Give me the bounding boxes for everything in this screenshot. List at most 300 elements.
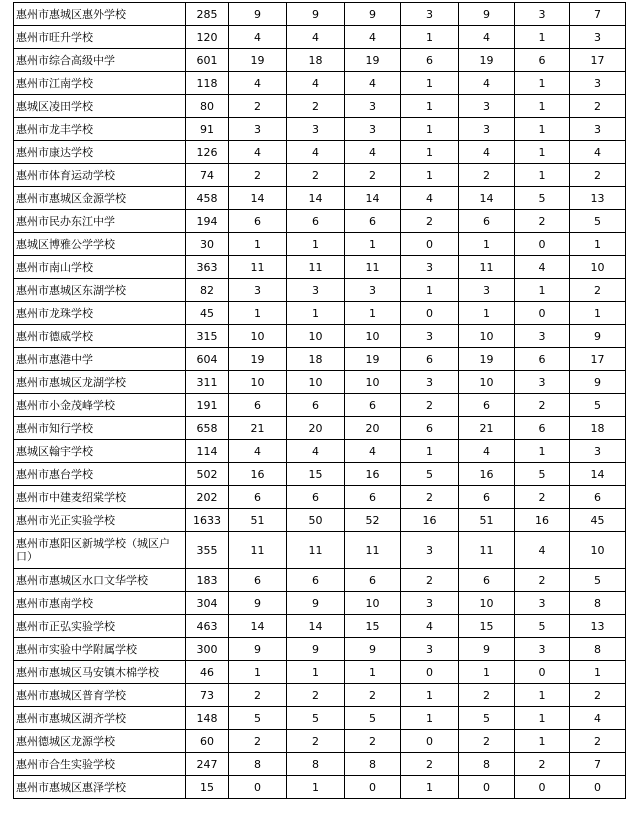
value-cell: 9 bbox=[459, 638, 515, 661]
table-row bbox=[14, 532, 626, 569]
value-cell: 1 bbox=[401, 776, 459, 799]
value-cell: 4 bbox=[229, 26, 287, 49]
value-cell: 1 bbox=[459, 661, 515, 684]
total-cell: 202 bbox=[186, 486, 229, 509]
value-cell: 2 bbox=[515, 486, 570, 509]
table-row bbox=[14, 638, 626, 661]
value-cell: 6 bbox=[287, 210, 345, 233]
value-cell: 0 bbox=[515, 661, 570, 684]
table-row bbox=[14, 164, 626, 187]
value-cell: 11 bbox=[229, 256, 287, 279]
value-cell: 11 bbox=[459, 532, 515, 569]
school-name-cell: 惠州市惠城区湖齐学校 bbox=[14, 707, 186, 730]
value-cell: 9 bbox=[459, 3, 515, 26]
school-name-cell: 惠州市民办东江中学 bbox=[14, 210, 186, 233]
value-cell: 50 bbox=[287, 509, 345, 532]
value-cell: 10 bbox=[345, 371, 401, 394]
school-name-cell: 惠州市旺升学校 bbox=[14, 26, 186, 49]
value-cell: 4 bbox=[459, 141, 515, 164]
value-cell: 0 bbox=[401, 661, 459, 684]
value-cell: 2 bbox=[515, 753, 570, 776]
table-row bbox=[14, 463, 626, 486]
total-cell: 285 bbox=[186, 3, 229, 26]
value-cell: 14 bbox=[229, 615, 287, 638]
value-cell: 2 bbox=[570, 279, 626, 302]
table-row bbox=[14, 325, 626, 348]
value-cell: 9 bbox=[570, 371, 626, 394]
value-cell: 4 bbox=[459, 440, 515, 463]
value-cell: 10 bbox=[459, 325, 515, 348]
value-cell: 6 bbox=[401, 49, 459, 72]
value-cell: 1 bbox=[570, 233, 626, 256]
value-cell: 2 bbox=[570, 684, 626, 707]
value-cell: 5 bbox=[401, 463, 459, 486]
total-cell: 247 bbox=[186, 753, 229, 776]
value-cell: 4 bbox=[287, 440, 345, 463]
value-cell: 5 bbox=[515, 615, 570, 638]
value-cell: 4 bbox=[459, 72, 515, 95]
value-cell: 15 bbox=[345, 615, 401, 638]
value-cell: 20 bbox=[287, 417, 345, 440]
total-cell: 658 bbox=[186, 417, 229, 440]
value-cell: 1 bbox=[515, 72, 570, 95]
table-row bbox=[14, 661, 626, 684]
value-cell: 1 bbox=[570, 661, 626, 684]
value-cell: 18 bbox=[570, 417, 626, 440]
total-cell: 304 bbox=[186, 592, 229, 615]
total-cell: 114 bbox=[186, 440, 229, 463]
value-cell: 8 bbox=[287, 753, 345, 776]
value-cell: 2 bbox=[515, 210, 570, 233]
value-cell: 1 bbox=[515, 118, 570, 141]
value-cell: 13 bbox=[570, 187, 626, 210]
school-name-cell: 惠州市德威学校 bbox=[14, 325, 186, 348]
value-cell: 6 bbox=[229, 569, 287, 592]
value-cell: 3 bbox=[401, 638, 459, 661]
value-cell: 4 bbox=[345, 26, 401, 49]
value-cell: 19 bbox=[459, 49, 515, 72]
total-cell: 91 bbox=[186, 118, 229, 141]
value-cell: 1 bbox=[401, 684, 459, 707]
value-cell: 6 bbox=[345, 486, 401, 509]
table-row bbox=[14, 279, 626, 302]
table-row bbox=[14, 95, 626, 118]
value-cell: 9 bbox=[345, 638, 401, 661]
value-cell: 51 bbox=[229, 509, 287, 532]
value-cell: 19 bbox=[229, 348, 287, 371]
value-cell: 3 bbox=[401, 532, 459, 569]
value-cell: 9 bbox=[229, 592, 287, 615]
value-cell: 19 bbox=[229, 49, 287, 72]
value-cell: 3 bbox=[570, 118, 626, 141]
value-cell: 10 bbox=[287, 371, 345, 394]
value-cell: 2 bbox=[570, 164, 626, 187]
value-cell: 2 bbox=[401, 210, 459, 233]
table-row bbox=[14, 776, 626, 799]
value-cell: 9 bbox=[229, 3, 287, 26]
value-cell: 11 bbox=[287, 256, 345, 279]
value-cell: 6 bbox=[287, 486, 345, 509]
total-cell: 118 bbox=[186, 72, 229, 95]
total-cell: 300 bbox=[186, 638, 229, 661]
table-row bbox=[14, 256, 626, 279]
value-cell: 0 bbox=[229, 776, 287, 799]
value-cell: 21 bbox=[229, 417, 287, 440]
value-cell: 0 bbox=[401, 730, 459, 753]
value-cell: 3 bbox=[570, 72, 626, 95]
value-cell: 1 bbox=[401, 95, 459, 118]
value-cell: 6 bbox=[345, 210, 401, 233]
value-cell: 4 bbox=[515, 256, 570, 279]
value-cell: 1 bbox=[287, 233, 345, 256]
value-cell: 2 bbox=[515, 394, 570, 417]
value-cell: 0 bbox=[515, 302, 570, 325]
total-cell: 45 bbox=[186, 302, 229, 325]
value-cell: 4 bbox=[570, 141, 626, 164]
school-name-cell: 惠州市惠城区龙湖学校 bbox=[14, 371, 186, 394]
total-cell: 15 bbox=[186, 776, 229, 799]
value-cell: 1 bbox=[401, 26, 459, 49]
table-row bbox=[14, 187, 626, 210]
value-cell: 4 bbox=[345, 141, 401, 164]
table-row bbox=[14, 371, 626, 394]
table-row bbox=[14, 141, 626, 164]
value-cell: 11 bbox=[287, 532, 345, 569]
value-cell: 0 bbox=[515, 233, 570, 256]
value-cell: 2 bbox=[287, 95, 345, 118]
school-name-cell: 惠城区博雅公学学校 bbox=[14, 233, 186, 256]
value-cell: 10 bbox=[345, 325, 401, 348]
value-cell: 14 bbox=[287, 615, 345, 638]
value-cell: 4 bbox=[229, 141, 287, 164]
value-cell: 1 bbox=[570, 302, 626, 325]
total-cell: 355 bbox=[186, 532, 229, 569]
school-name-cell: 惠州市惠城区普育学校 bbox=[14, 684, 186, 707]
total-cell: 74 bbox=[186, 164, 229, 187]
value-cell: 5 bbox=[515, 187, 570, 210]
table-body bbox=[14, 3, 626, 799]
value-cell: 1 bbox=[229, 661, 287, 684]
value-cell: 3 bbox=[570, 26, 626, 49]
value-cell: 2 bbox=[459, 684, 515, 707]
value-cell: 1 bbox=[515, 26, 570, 49]
value-cell: 1 bbox=[401, 707, 459, 730]
value-cell: 1 bbox=[287, 776, 345, 799]
value-cell: 1 bbox=[287, 302, 345, 325]
school-name-cell: 惠州市龙丰学校 bbox=[14, 118, 186, 141]
value-cell: 1 bbox=[345, 661, 401, 684]
value-cell: 4 bbox=[287, 72, 345, 95]
value-cell: 6 bbox=[459, 210, 515, 233]
school-name-cell: 惠州市龙珠学校 bbox=[14, 302, 186, 325]
value-cell: 2 bbox=[287, 684, 345, 707]
value-cell: 15 bbox=[459, 615, 515, 638]
total-cell: 363 bbox=[186, 256, 229, 279]
value-cell: 9 bbox=[570, 325, 626, 348]
school-name-cell: 惠州德城区龙源学校 bbox=[14, 730, 186, 753]
value-cell: 17 bbox=[570, 348, 626, 371]
value-cell: 10 bbox=[345, 592, 401, 615]
value-cell: 2 bbox=[287, 164, 345, 187]
value-cell: 2 bbox=[459, 730, 515, 753]
value-cell: 2 bbox=[287, 730, 345, 753]
value-cell: 10 bbox=[459, 371, 515, 394]
value-cell: 11 bbox=[345, 256, 401, 279]
value-cell: 6 bbox=[515, 417, 570, 440]
total-cell: 148 bbox=[186, 707, 229, 730]
value-cell: 1 bbox=[459, 302, 515, 325]
value-cell: 14 bbox=[459, 187, 515, 210]
value-cell: 2 bbox=[229, 95, 287, 118]
value-cell: 9 bbox=[229, 638, 287, 661]
table-row bbox=[14, 394, 626, 417]
value-cell: 6 bbox=[229, 394, 287, 417]
value-cell: 3 bbox=[229, 279, 287, 302]
value-cell: 4 bbox=[401, 615, 459, 638]
value-cell: 7 bbox=[570, 3, 626, 26]
school-name-cell: 惠州市惠城区惠外学校 bbox=[14, 3, 186, 26]
school-name-cell: 惠州市惠港中学 bbox=[14, 348, 186, 371]
value-cell: 10 bbox=[229, 371, 287, 394]
table-row bbox=[14, 26, 626, 49]
value-cell: 0 bbox=[401, 233, 459, 256]
value-cell: 2 bbox=[401, 569, 459, 592]
value-cell: 3 bbox=[401, 256, 459, 279]
table-row bbox=[14, 72, 626, 95]
total-cell: 604 bbox=[186, 348, 229, 371]
total-cell: 502 bbox=[186, 463, 229, 486]
value-cell: 8 bbox=[459, 753, 515, 776]
total-cell: 46 bbox=[186, 661, 229, 684]
table-row bbox=[14, 233, 626, 256]
value-cell: 6 bbox=[345, 569, 401, 592]
school-name-cell: 惠州市惠台学校 bbox=[14, 463, 186, 486]
value-cell: 2 bbox=[345, 164, 401, 187]
value-cell: 4 bbox=[287, 26, 345, 49]
value-cell: 10 bbox=[459, 592, 515, 615]
value-cell: 3 bbox=[401, 325, 459, 348]
value-cell: 5 bbox=[345, 707, 401, 730]
total-cell: 183 bbox=[186, 569, 229, 592]
table-row bbox=[14, 707, 626, 730]
table-row bbox=[14, 49, 626, 72]
school-name-cell: 惠州市惠城区惠泽学校 bbox=[14, 776, 186, 799]
value-cell: 3 bbox=[515, 371, 570, 394]
value-cell: 6 bbox=[287, 394, 345, 417]
value-cell: 16 bbox=[515, 509, 570, 532]
value-cell: 19 bbox=[345, 49, 401, 72]
value-cell: 6 bbox=[401, 417, 459, 440]
school-name-cell: 惠州市正弘实验学校 bbox=[14, 615, 186, 638]
school-name-cell: 惠州市中建麦绍棠学校 bbox=[14, 486, 186, 509]
value-cell: 3 bbox=[401, 3, 459, 26]
value-cell: 1 bbox=[515, 730, 570, 753]
value-cell: 4 bbox=[345, 440, 401, 463]
value-cell: 19 bbox=[459, 348, 515, 371]
value-cell: 3 bbox=[459, 118, 515, 141]
school-name-cell: 惠城区凌田学校 bbox=[14, 95, 186, 118]
value-cell: 4 bbox=[229, 440, 287, 463]
school-name-cell: 惠州市光正实验学校 bbox=[14, 509, 186, 532]
value-cell: 2 bbox=[345, 730, 401, 753]
value-cell: 9 bbox=[287, 3, 345, 26]
value-cell: 1 bbox=[401, 72, 459, 95]
school-name-cell: 惠州市惠南学校 bbox=[14, 592, 186, 615]
value-cell: 18 bbox=[287, 49, 345, 72]
value-cell: 4 bbox=[570, 707, 626, 730]
value-cell: 3 bbox=[229, 118, 287, 141]
value-cell: 10 bbox=[229, 325, 287, 348]
value-cell: 6 bbox=[287, 569, 345, 592]
value-cell: 5 bbox=[570, 210, 626, 233]
value-cell: 2 bbox=[459, 164, 515, 187]
table-row bbox=[14, 615, 626, 638]
value-cell: 3 bbox=[570, 440, 626, 463]
value-cell: 3 bbox=[287, 279, 345, 302]
value-cell: 0 bbox=[401, 302, 459, 325]
value-cell: 8 bbox=[570, 592, 626, 615]
value-cell: 14 bbox=[287, 187, 345, 210]
value-cell: 9 bbox=[287, 592, 345, 615]
school-name-cell: 惠州市江南学校 bbox=[14, 72, 186, 95]
value-cell: 6 bbox=[570, 486, 626, 509]
value-cell: 1 bbox=[515, 164, 570, 187]
total-cell: 601 bbox=[186, 49, 229, 72]
school-name-cell: 惠州市知行学校 bbox=[14, 417, 186, 440]
value-cell: 4 bbox=[401, 187, 459, 210]
value-cell: 15 bbox=[287, 463, 345, 486]
school-name-cell: 惠城区翰宇学校 bbox=[14, 440, 186, 463]
total-cell: 1633 bbox=[186, 509, 229, 532]
value-cell: 10 bbox=[570, 256, 626, 279]
value-cell: 19 bbox=[345, 348, 401, 371]
value-cell: 16 bbox=[401, 509, 459, 532]
value-cell: 11 bbox=[229, 532, 287, 569]
value-cell: 4 bbox=[515, 532, 570, 569]
school-name-cell: 惠州市南山学校 bbox=[14, 256, 186, 279]
value-cell: 1 bbox=[515, 684, 570, 707]
value-cell: 3 bbox=[515, 3, 570, 26]
total-cell: 30 bbox=[186, 233, 229, 256]
value-cell: 2 bbox=[345, 684, 401, 707]
school-name-cell: 惠州市惠城区东湖学校 bbox=[14, 279, 186, 302]
value-cell: 16 bbox=[459, 463, 515, 486]
value-cell: 51 bbox=[459, 509, 515, 532]
value-cell: 0 bbox=[515, 776, 570, 799]
value-cell: 18 bbox=[287, 348, 345, 371]
total-cell: 82 bbox=[186, 279, 229, 302]
table-row bbox=[14, 486, 626, 509]
value-cell: 2 bbox=[229, 684, 287, 707]
school-name-cell: 惠州市惠城区水口文华学校 bbox=[14, 569, 186, 592]
school-name-cell: 惠州市合生实验学校 bbox=[14, 753, 186, 776]
value-cell: 16 bbox=[345, 463, 401, 486]
value-cell: 1 bbox=[401, 279, 459, 302]
value-cell: 1 bbox=[229, 233, 287, 256]
value-cell: 11 bbox=[459, 256, 515, 279]
table-row bbox=[14, 569, 626, 592]
value-cell: 5 bbox=[570, 569, 626, 592]
value-cell: 2 bbox=[570, 95, 626, 118]
total-cell: 194 bbox=[186, 210, 229, 233]
value-cell: 1 bbox=[459, 233, 515, 256]
value-cell: 1 bbox=[515, 95, 570, 118]
value-cell: 17 bbox=[570, 49, 626, 72]
value-cell: 1 bbox=[345, 302, 401, 325]
value-cell: 3 bbox=[345, 279, 401, 302]
value-cell: 3 bbox=[459, 95, 515, 118]
table-row bbox=[14, 417, 626, 440]
school-name-cell: 惠州市惠城区马安镇木棉学校 bbox=[14, 661, 186, 684]
school-name-cell: 惠州市惠城区金源学校 bbox=[14, 187, 186, 210]
table-row bbox=[14, 753, 626, 776]
value-cell: 21 bbox=[459, 417, 515, 440]
value-cell: 9 bbox=[345, 3, 401, 26]
value-cell: 5 bbox=[287, 707, 345, 730]
quota-table bbox=[13, 2, 626, 799]
table-row bbox=[14, 210, 626, 233]
table-row bbox=[14, 302, 626, 325]
value-cell: 2 bbox=[515, 569, 570, 592]
value-cell: 1 bbox=[287, 661, 345, 684]
value-cell: 13 bbox=[570, 615, 626, 638]
table-row bbox=[14, 440, 626, 463]
total-cell: 315 bbox=[186, 325, 229, 348]
value-cell: 6 bbox=[229, 210, 287, 233]
value-cell: 5 bbox=[570, 394, 626, 417]
value-cell: 7 bbox=[570, 753, 626, 776]
school-name-cell: 惠州市体育运动学校 bbox=[14, 164, 186, 187]
value-cell: 8 bbox=[229, 753, 287, 776]
school-name-cell: 惠州市惠阳区新城学校（城区户口） bbox=[14, 532, 186, 569]
value-cell: 1 bbox=[401, 141, 459, 164]
value-cell: 11 bbox=[345, 532, 401, 569]
value-cell: 2 bbox=[229, 730, 287, 753]
total-cell: 120 bbox=[186, 26, 229, 49]
value-cell: 52 bbox=[345, 509, 401, 532]
value-cell: 8 bbox=[570, 638, 626, 661]
value-cell: 3 bbox=[401, 371, 459, 394]
value-cell: 14 bbox=[229, 187, 287, 210]
value-cell: 6 bbox=[401, 348, 459, 371]
value-cell: 3 bbox=[515, 638, 570, 661]
value-cell: 6 bbox=[459, 569, 515, 592]
value-cell: 3 bbox=[515, 592, 570, 615]
value-cell: 1 bbox=[401, 164, 459, 187]
value-cell: 5 bbox=[459, 707, 515, 730]
value-cell: 5 bbox=[515, 463, 570, 486]
value-cell: 14 bbox=[570, 463, 626, 486]
table-row bbox=[14, 684, 626, 707]
value-cell: 16 bbox=[229, 463, 287, 486]
value-cell: 4 bbox=[459, 26, 515, 49]
value-cell: 0 bbox=[459, 776, 515, 799]
value-cell: 6 bbox=[459, 486, 515, 509]
value-cell: 4 bbox=[287, 141, 345, 164]
value-cell: 3 bbox=[345, 118, 401, 141]
value-cell: 3 bbox=[287, 118, 345, 141]
value-cell: 9 bbox=[287, 638, 345, 661]
total-cell: 191 bbox=[186, 394, 229, 417]
value-cell: 4 bbox=[229, 72, 287, 95]
value-cell: 1 bbox=[401, 118, 459, 141]
value-cell: 6 bbox=[515, 348, 570, 371]
value-cell: 2 bbox=[229, 164, 287, 187]
value-cell: 3 bbox=[459, 279, 515, 302]
value-cell: 6 bbox=[515, 49, 570, 72]
value-cell: 3 bbox=[401, 592, 459, 615]
school-name-cell: 惠州市综合高级中学 bbox=[14, 49, 186, 72]
